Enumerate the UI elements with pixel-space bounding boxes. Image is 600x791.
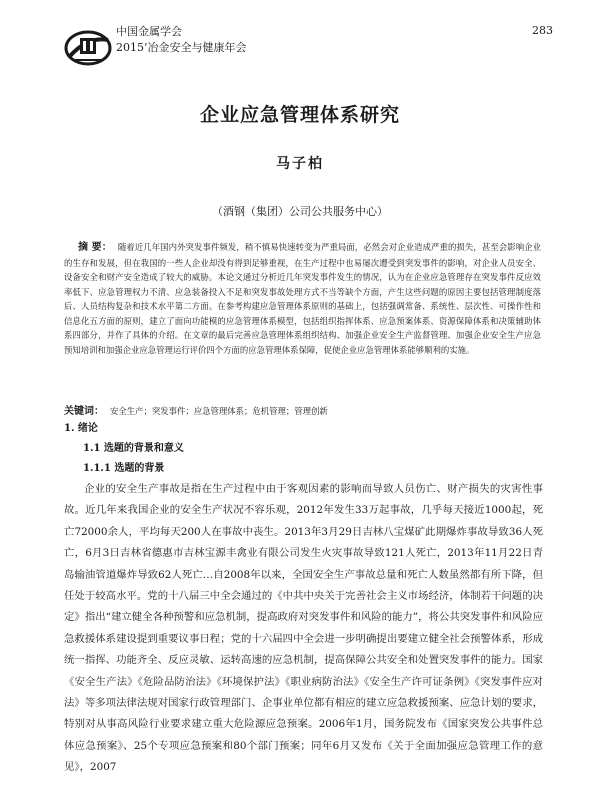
society-logo-icon bbox=[64, 26, 112, 66]
org-name: 中国金属学会 bbox=[116, 25, 182, 38]
header-org bbox=[116, 24, 247, 56]
page-header bbox=[64, 22, 544, 66]
section-heading-1-1-1: 1.1.1 选题的背景 bbox=[83, 463, 165, 474]
affiliation: （酒钢（集团）公司公共服务中心） bbox=[212, 205, 388, 218]
section-heading-1-1: 1.1 选题的背景和意义 bbox=[83, 443, 184, 454]
keywords-text: 安全生产；突发事件；应急管理体系；危机管理；管理创新 bbox=[110, 406, 328, 416]
abstract-label: 摘 要： bbox=[78, 242, 112, 253]
body-paragraph: 企业的安全生产事故是指在生产过程中由于客观因素的影响而导致人员伤亡、财产损失的灾害性事故。近几年来我国企业的安全生产状况不容乐观，2012年发生33万起事故，几乎每天接近1000起，死亡72000余人，平均每天200人在事故中丧生。2013年3月29日吉林八宝煤矿此期爆炸事故导致36人死亡，6月3日吉林省德惠市吉林宝源丰禽业有限公司发生火灾事故导致121人死亡，2013年11月22日青岛输油管道爆炸导致62人死亡…自2008年以来，全国安全生产事故总量和死亡人数虽然都有所下降，但任处于较高水平。党的十八届三中全会通过的《中共中央关于完善社会主义市场经济，体制若干问题的决定》指出“建立健全各种预警和应急机制，提高政府对突发事件和风险的能力”，将公共突发事件和风险应急救援体系建设提到重要议事日程；党的十六届四中全会进一步明确提出要建立健全社会预警体系，形成统一指挥、功能齐全、反应灵敏、运转高速的应急机制，提高保障公共安全和处置突发事件的能力。国家《安全生产法》《危险品防治法》《环境保护法》《职业病防治法》《安全生产许可证条例》《突发事件应对法》等多项法律法规对国家行政管理部门、企事业单位都有相应的建立应急救援预案、应急计划的要求，特别对从事高风险行业要求建立重大危险源应急预案。2006年1月，国务院发布《国家突发公共事件总体应急预案》、25个专项应急预案和80个部门预案；同年6月又发布《关于全面加强应急管理工作的意见》，2007 bbox=[64, 483, 543, 774]
page-number: 283 bbox=[532, 24, 553, 37]
conference-name: 2015’冶金安全与健康年会 bbox=[116, 41, 247, 54]
keywords bbox=[64, 404, 541, 419]
abstract bbox=[64, 240, 541, 357]
keywords-label: 关键词： bbox=[64, 406, 104, 417]
section-heading-1: 1. 绪论 bbox=[64, 423, 98, 434]
abstract-text: 随着近几年国内外突发事件频发，稍不慎易快速转变为严重局面，必然会对企业造成严重的损失，甚至会影响企业的生存和发展，但在我国的一些人企业却没有得到足够重视，在生产过程中也易屡次遭受到突发事件的影响，对企业人员安全、设备安全和财产安全造成了较大的威胁。本论文通过分析近几年突发事件发生的情况，认为在企业应急管理存在突发事件反应效率低下、应急管理权力不清、应急装备投入不足和突发事故处理方式不当等缺个方面，产生这些问题的原因主要包括管理制度落后、人员结构复杂和技术水平第二方面。在参考构建应急管理体系原则的基础上，包括强调常备、系统性、层次性、可操作性和信息化五方面的原则，建立了面向功能模的应急管理体系模型，包括组织指挥体系、应急预案体系、资源保障体系和决策辅助体系四部分，并作了具体的介绍。在文章的最后完善应急管理体系组织结构、加强企业安全生产监督管理、加强企业安全生产应急预知培训和加强企业应急管理运行评价四个方面的应急管理体系保障，促使企业应急管理体系能够顺利的实施。 bbox=[64, 242, 541, 355]
author-name: 马子柏 bbox=[276, 156, 324, 172]
paper-title: 企业应急管理体系研究 bbox=[199, 104, 400, 126]
